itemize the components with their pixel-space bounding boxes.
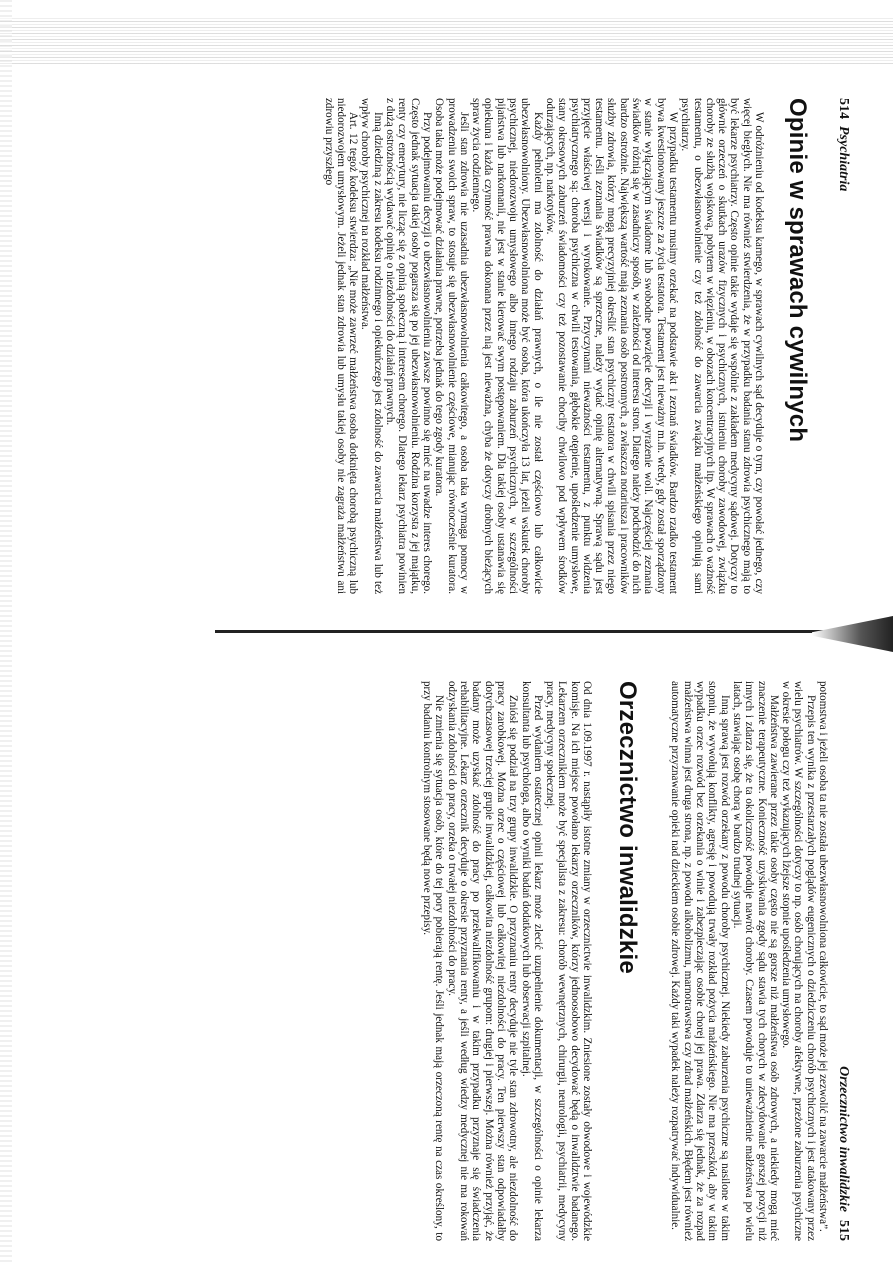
right-running-head: Orzecznictwo inwalidzkie [836, 1066, 851, 1212]
left-body-text [322, 98, 765, 594]
left-running-head: Psychiatria [836, 126, 851, 192]
paragraph: W odróżnieniu od kodeksu karnego, w sprawach cywilnych sąd decyduje o tym, czy powołać jednego, czy więcej biegłych. Nie ma również stwierdzenia, że w przypadku badania stanu zdrowia psychicznego mają to być lekarze psychiatrzy. Często opinie takie wydaje się wspólnie z zakładem medycyny sądowej. Dotyczy to głównie orzeczeń o skutkach urazów fizycznych i psychicznych, istnieniu choroby zawodowej, związku choroby ze służbą wojskową, pobytem w więzieniu, w obozach koncentracyjnych itp. W sprawach o ważność testamentu, o ubezwłasnowolnienie czy też zdolność do zawarcia związku małżeńskiego opiniują sami psychiatrzy. [679, 98, 765, 594]
left-page [76, 98, 851, 594]
paragraph: Małżeństwa zawierane przez takie osoby często nie są gorsze niż małżeństwa osób zdrowych, a niekiedy mogą mieć znaczenie terapeutyczne. Konieczność uzyskiwania zgody sądu stawia tych chorych w zdecydowanie gorszej pozycji niż innych i zdarza się, że ta okoliczność powoduje nawrót choroby. Czasem powoduje to unieważnienie małżeństwa po wielu latach, stawiając osobę chorą w bardzo trudnej sytuacji. [730, 681, 780, 1241]
paragraph: Art. 12 tegoż kodeksu stwierdza: „Nie może zawrzeć małżeństwa osoba dotknięta chorobą psychiczną lub niedorozwojem umysłowym. Jeżeli jednak stan zdrowia lub umysłu takiej osoby nie zagraża małżeństwu ani zdrowiu przyszłego [322, 98, 360, 594]
paragraph: W przypadku testamentu musimy orzekać na podstawie akt i zeznań świadków. Bardzo rzadko testament bywa kwestionowany jeszcze za życia testatora. Testament jest nieważny m.in. wtedy, gdy został sporządzony w stanie wyłączającym świadome lub swobodne powzięcie decyzji i wyrażenie woli. Najczęściej zeznania świadków różnią się w zasadniczy sposób, w zależności od interesu stron. Dlatego należy podchodzić do nich bardzo ostrożnie. Największą wartość mają zeznania osób postronnych, a zwłaszcza notariusza i pracowników służby zdrowia, którzy mogą precyzyjniej określić stan psychiczny testatora w chwili spisania przez niego testamentu. Jeśli zeznania świadków są sprzeczne, należy wydać opinię alternatywną. Sprawą sądu jest przyjęcie właściwej wersji i wyrokowanie. Przyczynami nieważności testamentu, z punktu widzenia psychiatrycznego są: choroba psychiczna w chwili testowania, głębokie otępienie, upośledzenie umysłowe, stany okresowych zaburzeń świadomości czy też pozostawanie chociby chwilowo pod wpływem środków odurzających, np. narkotyków. [543, 98, 679, 594]
paragraph: Każdy pełnoletni ma zdolność do działań prawnych, o ile nie został częściowo lub całkowicie ubezwłasnowolniony. Ubezwłasnowolniona może być osoba, która ukończyła 13 lat, jeżeli wskutek choroby psychicznej, niedorozwoju umysłowego albo innego rodzaju zaburzeń psychicznych, w szczególności pijaństwa lub narkomanii, nie jest w stanie kierować swym postępowaniem. Dla takiej osoby ustanawia się opiekuna i każda czynność prawna dokonana przez nią jest nieważna, chyba że dotyczy drobnych bieżących spraw życia codziennego. [470, 98, 544, 594]
paragraph: Przy podejmowaniu decyzji o ubezwłasnowolnieniu zawsze powinno się mieć na uwadze interes chorego. Często jednak sytuacja takiej osoby pogarsza się po jej ubezwłasnowolnieniu. Rodzina korzysta z jej majątku, renty czy emerytury, nie licząc się z opinią społeczną i interesem chorego. Dlatego lekarz psychiatra powinien z dużą ostrożnością wydawać opinię o niezdolności do działań prawnych. [384, 98, 433, 594]
paragraph: Inną dziedziną z zakresu kodeksu rodzinnego i opiekuńczego jest zdolność do zawarcia małżeństwa lub też wpływ choroby psychicznej na rozkład małżeństwa. [359, 98, 384, 594]
paragraph: Inną sprawą jest rozwód orzekany z powodu choroby psychicznej. Niekiedy zaburzenia psychiczne są nasilone w takim stopniu, że wywołują konflikty, agresję i powodują trwały rozkład pożycia małżeńskiego. Nie ma przeszkód, aby w takim wypadku orzec rozwód bez orzekania o winie i zabezpieczając osobie chorej jej prawa. Zdarza się jednak, że za rozpad małżeństwa winna jest druga strona, np. z powodu alkoholizmu, marnotrawstwa czy zdrad małżeńskich. Błędem jest również automatyczne przyznawanie opieki nad dzieckiem osobie zdrowej. Każdy taki wypadek należy rozpatrywać indywidualnie. [669, 681, 731, 1241]
right-page-number: 515 [836, 1220, 851, 1241]
right-section-title: Orzecznictwo inwalidzkie [614, 681, 641, 974]
left-section-title: Opinie w sprawach cywilnych [784, 98, 811, 443]
left-page-header [835, 98, 851, 191]
page-gutter-line [215, 630, 885, 633]
paragraph: Przed wydaniem ostatecznej opinii lekarz może zlecić uzupełnienie dokumentacji, w szczególności o opinie lekarza konsultanta lub psychologa, albo o wyniki badań dodatkowych lub obserwacji szpitalnej. [519, 681, 544, 1241]
page-gutter-shadow [812, 616, 893, 652]
paragraph: Jeśli stan zdrowia nie uzasadnia ubezwłasnowolnienia całkowitego, a osoba taka wymaga pomocy w prowadzeniu swoich spraw, to stosuje się ubezwłasnowolnienie częściowe, mianując równocześnie kuratora. Osoba taka może podejmować działania prawne, potrzeba jednak do tego zgody kuratora. [433, 98, 470, 594]
paragraph: Zniósł się podział na trzy grupy inwalidzkie. O przyznaniu renty decyduje nie tyle stan zdrowotny, ale niezdolność do pracy zarobkowej. Można orzec o częściowej lub całkowitej niezdolności do pracy. Ten pierwszy stan odpowiadałby dotychczasowej trzeciej grupie inwalidzkiej, całkowita niezdolność grupom: drugiej i pierwszej. Można również przyjąć, że badany może uzyskać zdolność do pracy po przekwalifikowaniu i w takim przypadku przyznaje się świadczenia rehabilitacyjne. Lekarz orzecznik decyduje o okresie przyznania renty, a jeśli według wiedzy medycznej nie ma rokowań odzyskania zdolności do pracy, orzeka o trwałej niezdolności do pracy. [445, 681, 520, 1241]
paragraph: Od dnia 1.09.1997 r. nastąpiły istotne zmiany w orzecznictwie inwalidzkim. Zniesione zostały obwodowe i wojewódzkie komisje. Na ich miejsce powołano lekarzy orzeczników, którzy jednoosobowo decydować będą o inwalidztwie badanego. Lekarzem orzecznikiem może być specjalista z zakresu: chorób wewnętrznych, chirurgii, neurologii, psychiatrii, medycyny pracy, medycyny społecznej. [544, 681, 593, 1241]
paragraph: Przepis ten wynika z przestarzałych poglądów eugenicznych o dziedziczeniu chorób psychicznych i jest atakowany przez wielu psychiatrów. W szczególności dotyczy to np. osób chorujących na choroby afektywne, przeżone zaburzenia psychiczne w okresie połogu czy też wykazujących lżejsze stopnie upośledzenia umysłowego. [780, 681, 817, 1241]
scan-noise-band [0, 18, 893, 64]
right-page [76, 681, 851, 1241]
right-body-text-top [669, 681, 829, 1241]
right-page-header [835, 1066, 851, 1241]
scan-edge-left [0, 0, 12, 1263]
right-body-text-section [421, 681, 593, 1241]
paragraph: potomstwa i jeżeli osoba ta nie została ubezwłasnowolniona całkowicie, to sąd może jej zezwolić na zawarcie małżeństwa”. [817, 681, 829, 1232]
paragraph: Nie zmienia się sytuacja osób, które do tej pory pobierają rentę. Jeśli jednak mają orzeczoną rentę na czas określony, to przy badaniu kontrolnym stosowane będą nowe przepisy. [421, 681, 446, 1241]
left-page-number: 514 [836, 98, 851, 119]
